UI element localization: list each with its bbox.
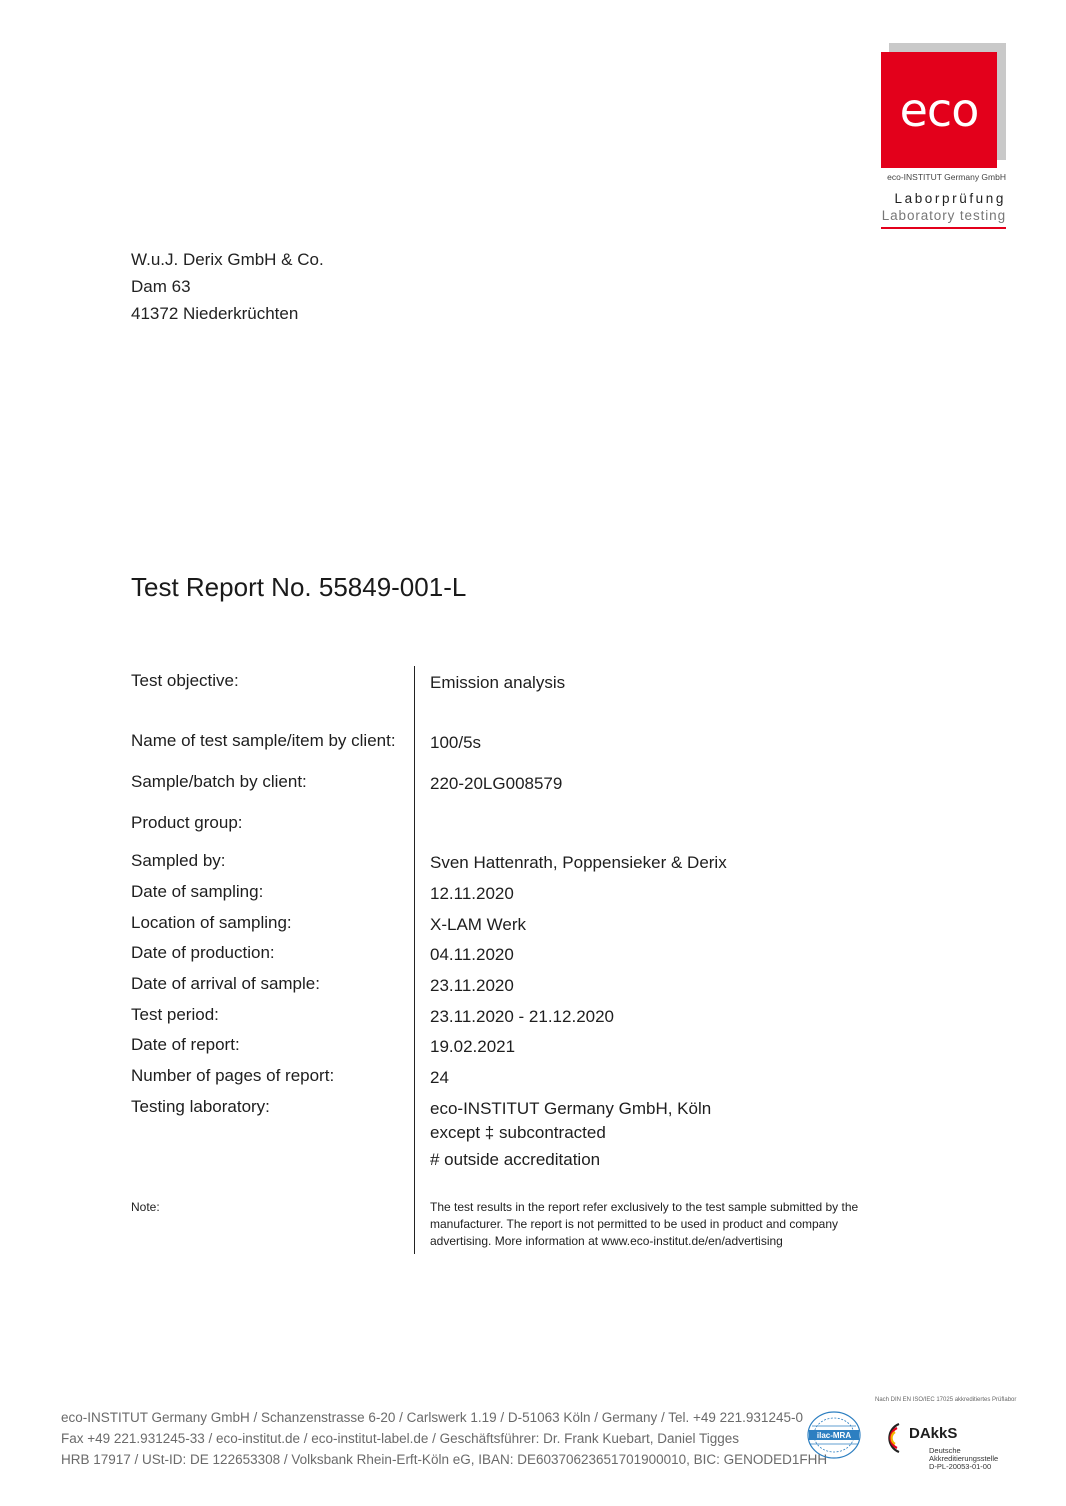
dakks-subtitle [929, 1447, 1019, 1471]
field-label: Product group: [131, 813, 243, 832]
recipient-address [131, 246, 324, 327]
table-divider [414, 666, 415, 1254]
dakks-line-1: Deutsche [929, 1446, 961, 1455]
lab-subcontracted: except ‡ subcontracted [430, 1123, 606, 1142]
footer-line-3: HRB 17917 / USt-ID: DE 122653308 / Volksbank Rhein-Erft-Köln eG, IBAN: DE60370623651701900010, BIC: GENODED1FHH [61, 1452, 828, 1467]
field-label: Number of pages of report: [131, 1066, 335, 1085]
logo-tagline-en: Laboratory testing [881, 208, 1006, 223]
field-value: 19.02.2021 [430, 1037, 516, 1056]
logo-mark [881, 52, 997, 168]
field-label: Date of sampling: [131, 882, 264, 901]
footer-line-1: eco-INSTITUT Germany GmbH / Schanzenstrasse 6-20 / Carlswerk 1.19 / D-51063 Köln / Germany / Tel. +49 221.931245-0 [61, 1410, 803, 1425]
field-value: 100/5s [430, 733, 482, 752]
field-label: Sample/batch by client: [131, 772, 307, 791]
dakks-header: Nach DIN EN ISO/IEC 17025 akkreditiertes Prüflabor [875, 1397, 1017, 1403]
address-line-1: W.u.J. Derix GmbH & Co. [131, 250, 324, 269]
footer-line-2: Fax +49 221.931245-33 / eco-institut.de / eco-institut-label.de / Geschäftsführer: Dr. Frank Kuebart, Daniel Tigges [61, 1431, 739, 1446]
note-label: Note: [131, 1200, 160, 1214]
dakks-name: DAkkS [909, 1425, 958, 1442]
field-label: Name of test sample/item by client: [131, 731, 396, 750]
field-label: Test objective: [131, 671, 239, 690]
field-value: 23.11.2020 - 21.12.2020 [430, 1007, 615, 1026]
dakks-line-3: D-PL-20053-01-00 [929, 1462, 992, 1471]
logo-tagline-de: Laborprüfung [894, 191, 1006, 206]
lab-outside-accreditation: # outside accreditation [430, 1150, 601, 1169]
dakks-logo-icon [873, 1420, 907, 1456]
report-title: Test Report No. 55849-001-L [131, 572, 467, 602]
field-label: Date of report: [131, 1035, 240, 1054]
field-value: X-LAM Werk [430, 915, 527, 934]
field-value: 23.11.2020 [430, 976, 514, 995]
field-label: Test period: [131, 1005, 219, 1024]
address-line-2: Dam 63 [131, 277, 191, 296]
eco-logo [881, 44, 1006, 229]
field-value: Sven Hattenrath, Poppensieker & Derix [430, 853, 727, 872]
logo-underline [881, 227, 1006, 229]
field-value-multiline [430, 1097, 711, 1172]
ilac-text: ilac-MRA [816, 1431, 852, 1441]
field-label: Date of production: [131, 943, 275, 962]
note-text: The test results in the report refer exclusively to the test sample submitted by the manufacturer. The report is not permitted to be used in product and company advertising. More information at www.eco-institut.de/en/advertising [430, 1200, 859, 1248]
ilac-mra-seal [806, 1410, 862, 1460]
field-value: 220-20LG008579 [430, 774, 563, 793]
field-value: 04.11.2020 [430, 945, 514, 964]
dakks-line-2: Akkreditierungsstelle [929, 1454, 999, 1463]
logo-mark-text: eco [899, 83, 979, 137]
address-line-3: 41372 Niederkrüchten [131, 304, 299, 323]
field-value: 24 [430, 1068, 449, 1087]
footer-company-info [61, 1407, 827, 1470]
field-value: Emission analysis [430, 673, 566, 692]
field-value: 12.11.2020 [430, 884, 514, 903]
lab-name: eco-INSTITUT Germany GmbH, Köln [430, 1099, 712, 1118]
field-label: Sampled by: [131, 851, 226, 870]
field-label: Date of arrival of sample: [131, 974, 320, 993]
field-label: Testing laboratory: [131, 1097, 270, 1116]
logo-company: eco-INSTITUT Germany GmbH [887, 172, 1006, 182]
field-label: Location of sampling: [131, 913, 292, 932]
